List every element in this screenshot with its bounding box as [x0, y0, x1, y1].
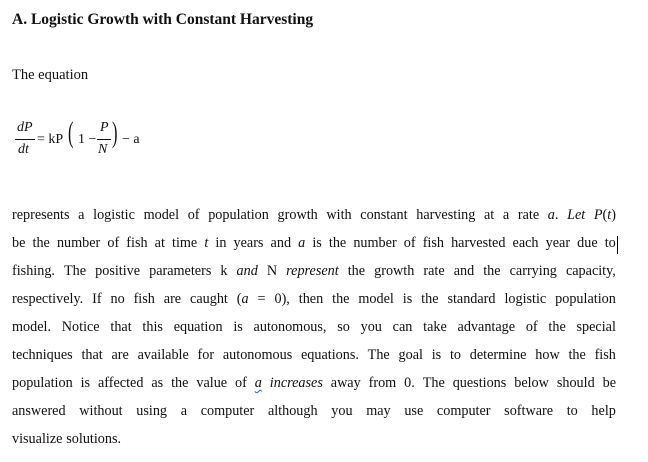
- eq-fraction-bar: [15, 139, 35, 140]
- word: computer: [200, 403, 255, 419]
- eq-one-minus: 1 −: [78, 132, 97, 147]
- word: Let: [567, 207, 586, 223]
- word: Notice: [61, 319, 100, 335]
- word: fish: [422, 235, 444, 251]
- word: is: [233, 319, 243, 335]
- paragraph-line: [12, 397, 616, 425]
- word: of: [235, 375, 247, 391]
- word: time: [172, 235, 198, 251]
- paragraph-line: [12, 257, 616, 285]
- word: population: [208, 207, 269, 223]
- word: fish: [126, 235, 148, 251]
- word: respectively.: [12, 291, 84, 307]
- section-heading: A. Logistic Growth with Constant Harvesting: [12, 11, 314, 28]
- word: The: [367, 347, 390, 363]
- word: of: [525, 319, 538, 335]
- word: help: [591, 403, 616, 419]
- word: equations.: [300, 347, 359, 363]
- word: a: [502, 207, 510, 223]
- word: answered: [12, 403, 66, 419]
- word: and: [270, 235, 292, 251]
- word: 0),: [274, 291, 290, 307]
- word: is: [402, 291, 413, 307]
- word: If: [92, 291, 102, 307]
- word: questions: [452, 375, 507, 391]
- paragraph-line: [12, 369, 616, 397]
- word: caught: [190, 291, 228, 307]
- word: model: [358, 291, 394, 307]
- word: (a: [236, 291, 249, 307]
- word: you: [360, 319, 382, 335]
- eq-numerator-dP: dP: [17, 120, 33, 135]
- paragraph-line: [12, 229, 616, 257]
- word: the: [32, 235, 50, 251]
- word: should: [556, 375, 595, 391]
- word: harvesting: [416, 207, 476, 223]
- logistic-equation: [12, 116, 212, 180]
- word: use: [404, 403, 424, 419]
- paragraph-line: [12, 285, 616, 313]
- word: of: [187, 207, 200, 223]
- word: year: [545, 235, 571, 251]
- word: is: [431, 347, 442, 363]
- eq-fraction-P: P: [100, 120, 109, 135]
- intro-text: The equation: [12, 67, 89, 83]
- eq-denominator-dt: dt: [18, 142, 29, 157]
- word: affected: [98, 375, 144, 391]
- word: =: [257, 291, 266, 307]
- word: number: [56, 235, 101, 251]
- word: as: [151, 375, 164, 391]
- word: is: [80, 375, 91, 391]
- word: to: [449, 347, 461, 363]
- eq-left-paren: (: [68, 116, 74, 149]
- body-paragraph: [12, 201, 616, 453]
- word: the: [548, 319, 566, 335]
- word: growth: [374, 263, 415, 279]
- word: special: [576, 319, 616, 335]
- word: without: [79, 403, 123, 419]
- word: no: [110, 291, 125, 307]
- word: are: [163, 291, 182, 307]
- word: may: [366, 403, 391, 419]
- word: the: [332, 291, 350, 307]
- word: autonomous: [222, 347, 293, 363]
- eq-equals-kP: = kP: [37, 132, 64, 147]
- word: and: [236, 263, 258, 279]
- word: in: [215, 235, 227, 251]
- word: how: [535, 347, 560, 363]
- word: at: [154, 235, 165, 251]
- word: and: [453, 263, 475, 279]
- word: population: [12, 375, 73, 391]
- eq-minus-a: − a: [122, 132, 140, 147]
- word: parameters: [149, 263, 212, 279]
- eq-fraction-N: N: [98, 142, 108, 157]
- word: fish: [133, 291, 155, 307]
- word: techniques: [12, 347, 73, 363]
- word: increases: [269, 375, 323, 391]
- word: t: [204, 235, 209, 251]
- word: with: [326, 207, 352, 223]
- word: that: [81, 347, 103, 363]
- word: a: [180, 403, 188, 419]
- word: of: [403, 235, 416, 251]
- word: represents: [12, 207, 70, 223]
- paragraph-line: [12, 425, 616, 453]
- word: a: [298, 235, 306, 251]
- word: using: [136, 403, 168, 419]
- word: take: [423, 319, 447, 335]
- word: number: [353, 235, 397, 251]
- word: the: [568, 347, 586, 363]
- word: can: [392, 319, 413, 335]
- word: be: [12, 235, 26, 251]
- word: visualize: [12, 431, 63, 447]
- word: to: [566, 403, 578, 419]
- word: The: [422, 375, 445, 391]
- word: at: [483, 207, 495, 223]
- word: the: [483, 263, 501, 279]
- word: that: [110, 319, 132, 335]
- word: 0.: [404, 375, 415, 391]
- word: available: [137, 347, 189, 363]
- eq-inner-fraction-bar: [97, 139, 111, 140]
- word: fish: [594, 347, 616, 363]
- word: this: [142, 319, 163, 335]
- word: solutions.: [66, 431, 122, 447]
- word: advantage: [457, 319, 516, 335]
- word: goal: [398, 347, 423, 363]
- word: model: [143, 207, 180, 223]
- word: due: [577, 235, 598, 251]
- word: be: [602, 375, 616, 391]
- word: away: [330, 375, 361, 391]
- word: the: [347, 263, 366, 279]
- paragraph-line: [12, 313, 616, 341]
- word: of: [107, 235, 120, 251]
- word: for: [197, 347, 215, 363]
- word: each: [512, 235, 539, 251]
- word: autonomous,: [253, 319, 327, 335]
- text-cursor: [617, 236, 618, 254]
- word: positive: [95, 263, 141, 279]
- word: computer: [436, 403, 491, 419]
- word: although: [267, 403, 318, 419]
- word: years: [233, 235, 264, 251]
- word: below: [514, 375, 549, 391]
- word: rate: [423, 263, 445, 279]
- word: capacity,: [565, 263, 616, 279]
- word: you: [331, 403, 353, 419]
- word: The: [64, 263, 87, 279]
- word: a: [78, 207, 85, 223]
- word: the: [171, 375, 189, 391]
- word: value: [196, 375, 228, 391]
- word: harvested: [451, 235, 506, 251]
- word: population: [555, 291, 616, 307]
- word: P(t): [593, 207, 616, 223]
- word: the: [421, 291, 439, 307]
- word: is: [312, 235, 322, 251]
- word: from: [368, 375, 397, 391]
- word: a: [254, 375, 262, 391]
- word: carrying: [509, 263, 557, 279]
- word: model.: [12, 319, 52, 335]
- word: equation: [173, 319, 223, 335]
- word: logistic: [93, 207, 135, 223]
- word: represent: [286, 263, 339, 279]
- word: constant: [360, 207, 408, 223]
- word: are: [111, 347, 129, 363]
- word: the: [328, 235, 347, 251]
- word: fishing.: [12, 263, 55, 279]
- word: N: [266, 263, 278, 279]
- paragraph-line: [12, 341, 616, 369]
- word: a.: [547, 207, 559, 223]
- word: to: [604, 235, 616, 251]
- eq-right-paren: ): [112, 116, 118, 149]
- word: determine: [469, 347, 527, 363]
- word: logistic: [504, 291, 547, 307]
- word: then: [298, 291, 324, 307]
- word: rate: [517, 207, 540, 223]
- word: standard: [447, 291, 496, 307]
- paragraph-line: [12, 201, 616, 229]
- word: growth: [277, 207, 318, 223]
- word: so: [337, 319, 350, 335]
- word: software: [504, 403, 554, 419]
- word: k: [220, 263, 228, 279]
